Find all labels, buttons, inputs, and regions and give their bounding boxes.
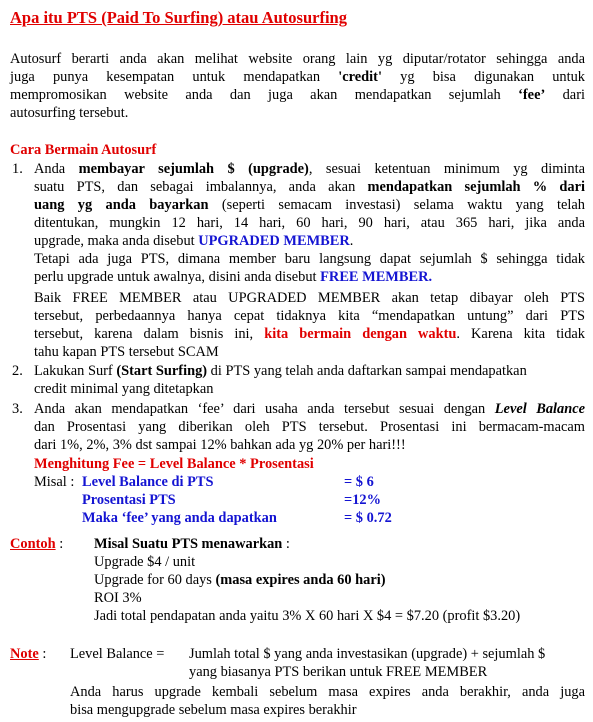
note-definition-1: Jumlah total $ yang anda investasikan (upgrade) + sejumlah $ xyxy=(189,646,546,662)
contoh-line-1: Upgrade $4 / unit xyxy=(94,554,196,570)
list-number-1: 1. xyxy=(12,161,23,177)
contoh-label-wrap xyxy=(10,535,63,553)
misal-row-name: Prosentasi PTS xyxy=(82,492,176,508)
item1-text: Anda xyxy=(34,161,79,177)
item1-text: tersebut, perbedaannya hanya cepat tidaknya kita “mendapatkan untung” dari PTS xyxy=(34,308,585,324)
item1-line-10 xyxy=(34,325,585,343)
item1-text: suatu PTS, dan sebagai imbalannya, anda akan xyxy=(34,179,368,195)
item1-text: perlu upgrade untuk awalnya, disini anda disebut xyxy=(34,269,321,285)
contoh-heading-text: Misal Suatu PTS menawarkan xyxy=(94,536,283,552)
contoh-line-3: ROI 3% xyxy=(94,590,142,606)
item2-line-1 xyxy=(34,362,527,380)
free-member-term: FREE MEMBER. xyxy=(320,269,433,285)
fee-term: ‘fee’ xyxy=(518,87,546,103)
note-definition-2: yang biasanya PTS berikan untuk FREE MEMBER xyxy=(189,664,488,680)
intro-line-4: autosurfing tersebut. xyxy=(10,105,129,121)
fee-formula: Menghitung Fee = Level Balance * Prosentasi xyxy=(34,456,314,472)
note-colon: : xyxy=(38,646,47,662)
misal-row-value: = $ 6 xyxy=(344,474,374,490)
intro-text: dari xyxy=(545,87,585,103)
item1-line-2 xyxy=(34,178,585,196)
contoh-line-2 xyxy=(94,571,386,589)
misal-row-name: Level Balance di PTS xyxy=(82,474,214,490)
item2-text: Lakukan Surf xyxy=(34,363,117,379)
item2-text: di PTS yang telah anda daftarkan sampai mendapatkan xyxy=(207,363,527,379)
item1-text: ditentukan, mungkin 12 hari, 14 hari, 60 hari, 90 hari, atau 365 hari, jika anda xyxy=(34,215,585,231)
item1-line-7 xyxy=(34,268,432,286)
intro-text: juga punya kesempatan untuk mendapatkan xyxy=(10,69,339,85)
item2-bold: (Start Surfing) xyxy=(116,363,208,379)
misal-row-name: Maka ‘fee’ yang anda dapatkan xyxy=(82,510,277,526)
item1-line-4 xyxy=(34,214,585,232)
note-term: Level Balance = xyxy=(70,646,165,662)
item3-line-3: dari 1%, 2%, 3% dst sampai 12% bahkan ada yg 20% per hari!!! xyxy=(34,437,406,453)
list-number-2: 2. xyxy=(12,363,23,379)
item1-text: tersebut, karena dalam bisnis ini, xyxy=(34,326,265,342)
list-number-3: 3. xyxy=(12,401,23,417)
intro-text: mempromosikan website anda dan juga akan mendapatkan sejumlah xyxy=(10,87,519,103)
contoh-bold: (masa expires anda 60 hari) xyxy=(215,572,386,588)
intro-text: yg bisa digunakan untuk xyxy=(381,69,586,85)
misal-row-value: =12% xyxy=(344,492,381,508)
item1-text: , sesuai ketentuan minimum yg diminta xyxy=(308,161,585,177)
note-text: Anda harus upgrade kembali sebelum masa expires anda berakhir, anda juga xyxy=(70,684,585,700)
note-paragraph-1 xyxy=(70,683,585,701)
item1-text: . xyxy=(349,233,354,249)
item1-bold: mendapatkan sejumlah % dari xyxy=(367,179,585,195)
item1-line-6 xyxy=(34,250,585,268)
contoh-heading xyxy=(94,535,290,553)
section-heading: Cara Bermain Autosurf xyxy=(10,142,157,158)
time-emphasis: kita bermain dengan waktu xyxy=(264,326,457,342)
contoh-line-4: Jadi total pendapatan anda yaitu 3% X 60 hari X $4 = $7.20 (profit $3.20) xyxy=(94,608,521,624)
misal-row-value: = $ 0.72 xyxy=(344,510,392,526)
page-title: Apa itu PTS (Paid To Surfing) atau Autosurfing xyxy=(10,8,347,27)
item1-text: . Karena kita tidak xyxy=(456,326,585,342)
item2-line-2: credit minimal yang ditetapkan xyxy=(34,381,214,397)
intro-text: Autosurf berarti anda akan melihat website orang lain yg diputar/rotator sehingga anda xyxy=(10,51,585,67)
misal-label: Misal : xyxy=(34,474,75,490)
item1-line-11: tahu kapan PTS tersebut SCAM xyxy=(34,344,219,360)
contoh-text: Upgrade for 60 days xyxy=(94,572,216,588)
item1-line-5 xyxy=(34,232,353,250)
item1-line-8 xyxy=(34,289,585,307)
item3-line-1 xyxy=(34,400,585,418)
item1-bold: uang yg anda bayarkan xyxy=(34,197,209,213)
item1-bold: membayar sejumlah $ (upgrade) xyxy=(78,161,309,177)
intro-line-3 xyxy=(10,86,585,104)
item3-text: dan Prosentasi yang diberikan oleh PTS tersebut. Prosentasi ini bermacam-macam xyxy=(34,419,585,435)
upgraded-member-term: UPGRADED MEMBER xyxy=(198,233,350,249)
contoh-colon: : xyxy=(55,536,64,552)
item1-line-9 xyxy=(34,307,585,325)
item1-line-3 xyxy=(34,196,585,214)
item3-line-2 xyxy=(34,418,585,436)
intro-line-1 xyxy=(10,50,585,68)
item3-text: Anda akan mendapatkan ‘fee’ dari usaha anda tersebut sesuai dengan xyxy=(34,401,495,417)
level-balance-term: Level Balance xyxy=(494,401,585,417)
item1-line-1 xyxy=(34,160,585,178)
item1-text: upgrade, maka anda disebut xyxy=(34,233,199,249)
intro-line-2 xyxy=(10,68,585,86)
note-label: Note xyxy=(10,646,39,662)
item1-text: Baik FREE MEMBER atau UPGRADED MEMBER akan tetap dibayar oleh PTS xyxy=(34,290,585,306)
credit-term: 'credit' xyxy=(338,69,382,85)
note-label-wrap xyxy=(10,645,46,663)
item1-text: (seperti semacam investasi) selama waktu yang telah xyxy=(208,197,585,213)
note-paragraph-2: bisa mengupgrade sebelum masa expires berakhir xyxy=(70,702,357,718)
contoh-label: Contoh xyxy=(10,536,56,552)
item1-text: Tetapi ada juga PTS, dimana member baru langsung dapat sejumlah $ sehingga tidak xyxy=(34,251,585,267)
contoh-heading-colon: : xyxy=(282,536,290,552)
